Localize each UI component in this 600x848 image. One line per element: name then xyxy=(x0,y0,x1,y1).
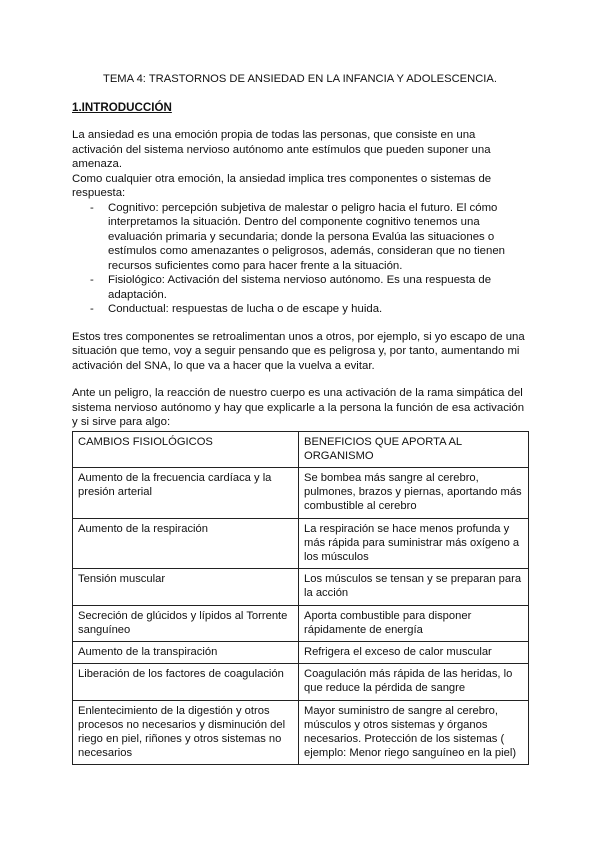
table-row xyxy=(73,569,529,605)
table-cell-benefit: Coagulación más rápida de las heridas, lo que reduce la pérdida de sangre xyxy=(299,664,529,700)
list-item-text: Fisiológico: Activación del sistema nervioso autónomo. Es una respuesta de adaptación. xyxy=(108,274,492,301)
table-cell-benefit: Se bombea más sangre al cerebro, pulmones, brazos y piernas, aportando más combustible al cerebro xyxy=(299,467,529,518)
table-cell-benefit: Los músculos se tensan y se preparan para la acción xyxy=(299,569,529,605)
table-cell-benefit: La respiración se hace menos profunda y más rápida para suministrar más oxígeno a los músculos xyxy=(299,518,529,569)
table-cell-benefit: Mayor suministro de sangre al cerebro, músculos y otros sistemas y órganos necesarios. Protección de los sistemas ( ejemplo: Menor riego sanguíneo en la piel) xyxy=(299,700,529,765)
intro-paragraph: La ansiedad es una emoción propia de todas las personas, que consiste en una activación del sistema nervioso autónomo ante estímulos que pueden suponer una amenaza. xyxy=(72,129,491,170)
table-cell-change: Aumento de la frecuencia cardíaca y la presión arterial xyxy=(73,467,299,518)
table-row xyxy=(73,664,529,700)
table-cell-change: Liberación de los factores de coagulación xyxy=(73,664,299,700)
document-title: TEMA 4: TRASTORNOS DE ANSIEDAD EN LA INFANCIA Y ADOLESCENCIA. xyxy=(103,73,497,85)
list-item xyxy=(72,302,528,317)
table-cell-change: Secreción de glúcidos y lípidos al Torrente sanguíneo xyxy=(73,605,299,641)
document-page xyxy=(72,72,528,765)
components-intro-paragraph: Como cualquier otra emoción, la ansiedad implica tres componentes o sistemas de respuesta: xyxy=(72,172,492,199)
table-row xyxy=(73,700,529,765)
table-row xyxy=(73,518,529,569)
list-item xyxy=(72,273,528,302)
table-cell-change: Tensión muscular xyxy=(73,569,299,605)
table-header-changes: CAMBIOS FISIOLÓGICOS xyxy=(73,431,299,467)
table-header-benefits: BENEFICIOS QUE APORTA AL ORGANISMO xyxy=(299,431,529,467)
bullet-dash: - xyxy=(90,201,94,214)
list-item xyxy=(72,201,528,274)
list-item-text: Conductual: respuestas de lucha o de escape y huida. xyxy=(108,303,383,315)
table-row xyxy=(73,467,529,518)
section-heading: 1.INTRODUCCIÓN xyxy=(72,100,172,114)
table-cell-change: Enlentecimiento de la digestión y otros procesos no necesarios y disminución del riego en piel, riñones y otros sistemas no necesarios xyxy=(73,700,299,765)
bullet-dash: - xyxy=(90,303,94,315)
table-cell-change: Aumento de la transpiración xyxy=(73,641,299,663)
feedback-paragraph: Estos tres componentes se retroalimentan unos a otros, por ejemplo, si yo escapo de una situación que temo, voy a seguir pensando que es peligrosa y, por tanto, aumentando mi activación del SNA, lo que va a hacer que la vuelva a evitar. xyxy=(72,330,525,372)
table-row xyxy=(73,605,529,641)
table-cell-benefit: Aporta combustible para disponer rápidamente de energía xyxy=(299,605,529,641)
components-list xyxy=(72,201,528,317)
list-item-text: Cognitivo: percepción subjetiva de malestar o peligro hacia el futuro. El cómo interpretamos la situación. Dentro del componente cognitivo tenemos una evaluación primaria y secundaria; donde la persona Evalúa las situaciones o estímulos como amenazantes o peligrosos, además, consideran que no tienen recursos suficientes como para hacer frente a la situación. xyxy=(108,201,506,272)
table-cell-change: Aumento de la respiración xyxy=(73,518,299,569)
danger-paragraph: Ante un peligro, la reacción de nuestro cuerpo es una activación de la rama simpática del sistema nervioso autónomo y hay que explicarle a la persona la función de esa activación y si sirve para algo: xyxy=(72,387,525,428)
table-header-row xyxy=(73,431,529,467)
physiological-changes-table xyxy=(72,431,529,766)
table-row xyxy=(73,641,529,663)
table-cell-benefit: Refrigera el exceso de calor muscular xyxy=(299,641,529,663)
bullet-dash: - xyxy=(90,274,94,286)
